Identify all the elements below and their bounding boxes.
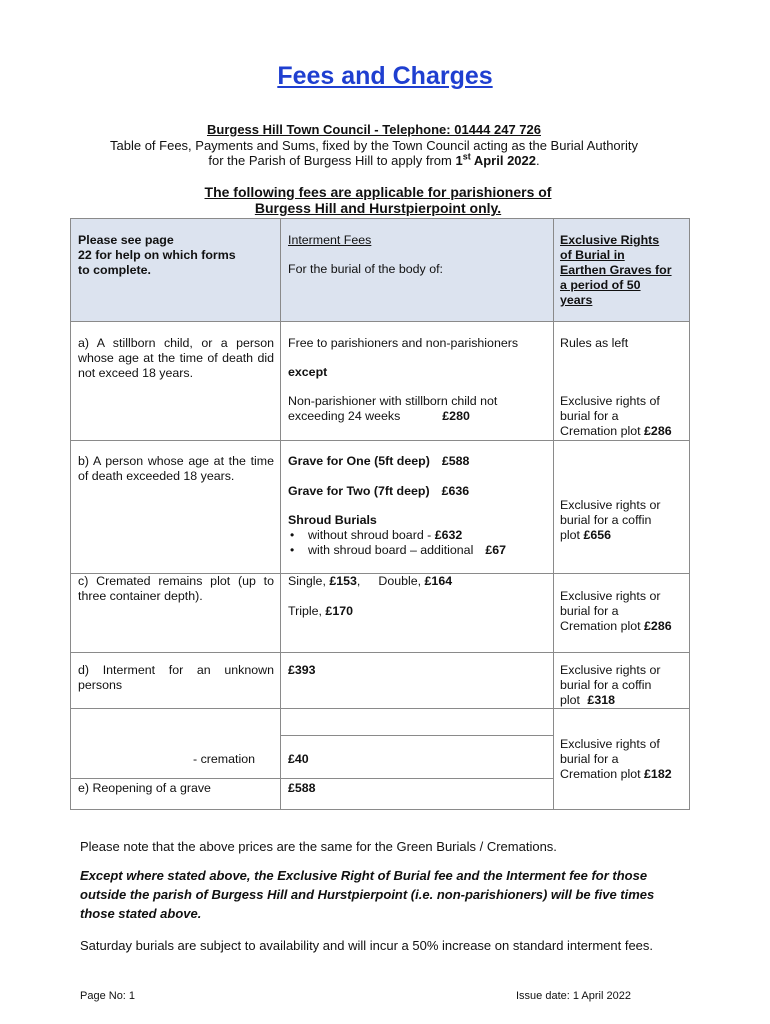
- row-cremation-exclusive-rights: Exclusive rights of burial for a Cremation plot £182: [560, 737, 672, 781]
- table-border-left: [70, 218, 71, 810]
- row-c-description: c) Cremated remains plot (up to three container depth).: [78, 574, 274, 603]
- row-cremation-description: - cremation: [193, 752, 255, 766]
- row-divider: [70, 708, 690, 709]
- row-divider: [280, 735, 553, 736]
- row-a-exclusive-rights: Rules as left Exclusive rights of burial for a Cremation plot £286: [560, 336, 672, 438]
- row-e-fee: £588: [288, 781, 316, 795]
- table-border-top: [70, 218, 690, 219]
- row-cremation-fee: £40: [288, 752, 309, 766]
- forms-help-note: Please see page 22 for help on which forms to complete.: [78, 233, 236, 277]
- row-d-exclusive-rights: Exclusive rights or burial for a coffin plot £318: [560, 663, 661, 707]
- non-parishioner-note: Except where stated above, the Exclusive Right of Burial fee and the Interment fee for those outside the parish of Burgess Hill and Hurstpierpoint (i.e. non-parishioners) will be five times those stated above.: [80, 868, 655, 921]
- row-d-description: d) Interment for an unknown persons: [78, 663, 274, 692]
- table-border-right: [689, 218, 690, 810]
- row-a-fees: Free to parishioners and non-parishioners except Non-parishioner with stillborn child not exceeding 24 weeks £280: [288, 336, 519, 423]
- row-b-fees: Grave for One (5ft deep) £588 Grave for Two (7ft deep) £636 Shroud Burials • without shroud board - £632 • with shroud board – additional £67: [288, 454, 550, 558]
- row-divider: [70, 440, 690, 441]
- row-e-description: e) Reopening of a grave: [78, 781, 211, 795]
- interment-fees-header: Interment Fees For the burial of the body of:: [288, 233, 443, 276]
- applicability-heading: The following fees are applicable for parishioners of Burgess Hill and Hurstpierpoint only.: [204, 184, 552, 216]
- row-c-fees: Single, £153, Double, £164 Triple, £170: [288, 574, 453, 618]
- table-description-line: Table of Fees, Payments and Sums, fixed by the Town Council acting as the Burial Authority: [110, 138, 638, 153]
- page-title: Fees and Charges: [277, 62, 493, 90]
- exclusive-rights-header: Exclusive Rights of Burial in Earthen Graves for a period of 50 years: [560, 233, 672, 307]
- green-burials-note: Please note that the above prices are the same for the Green Burials / Cremations.: [80, 839, 557, 854]
- effective-date-line: for the Parish of Burgess Hill to apply from 1st April 2022.: [208, 151, 540, 168]
- row-c-exclusive-rights: Exclusive rights or burial for a Cremation plot £286: [560, 589, 672, 633]
- shroud-without-board: • without shroud board - £632: [288, 528, 550, 543]
- council-contact-line: Burgess Hill Town Council - Telephone: 01444 247 726: [206, 122, 541, 137]
- row-b-description: b) A person whose age at the time of death exceeded 18 years.: [78, 454, 274, 483]
- table-border-bottom: [70, 809, 690, 810]
- table-divider-col2: [553, 218, 554, 810]
- row-divider: [70, 652, 690, 653]
- saturday-burials-note: Saturday burials are subject to availability and will incur a 50% increase on standard interment fees.: [80, 938, 654, 953]
- shroud-options-list: [288, 528, 550, 558]
- row-d-fee: £393: [288, 663, 316, 677]
- page-number: Page No: 1: [80, 990, 136, 1002]
- row-divider: [70, 778, 553, 779]
- row-divider: [70, 321, 690, 322]
- row-a-description: a) A stillborn child, or a person whose age at the time of death did not exceed 18 years.: [78, 336, 274, 380]
- issue-date: Issue date: 1 April 2022: [516, 990, 631, 1002]
- table-divider-col1: [280, 218, 281, 810]
- shroud-with-board: • with shroud board – additional £67: [288, 543, 550, 558]
- row-b-exclusive-rights: Exclusive rights or burial for a coffin plot £656: [560, 498, 661, 542]
- fees-table: [70, 218, 690, 810]
